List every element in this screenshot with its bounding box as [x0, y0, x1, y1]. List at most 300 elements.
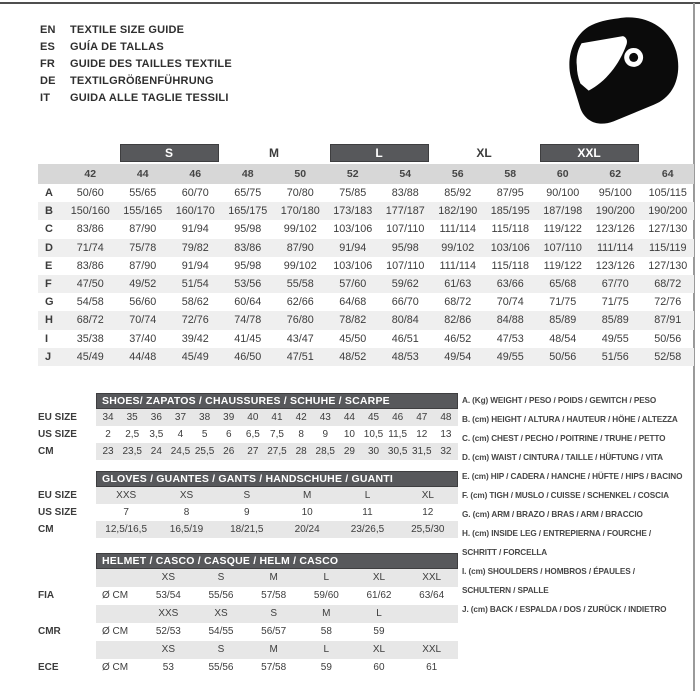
legend-item-b: B. (cm) HEIGHT / ALTURA / HAUTEUR / HÖHE / ALTEZZA	[462, 415, 678, 424]
helmet-size-row-fia	[38, 569, 458, 587]
measure-value: 48/52	[339, 350, 367, 363]
helmet-value: 53	[162, 662, 174, 673]
size-value: 27,5	[267, 446, 287, 457]
measure-value: 103/106	[333, 259, 373, 272]
measure-value: 150/160	[70, 205, 110, 218]
measure-value: 63/66	[496, 277, 524, 290]
measure-value: 115/118	[491, 259, 529, 272]
language-code: EN	[40, 23, 56, 36]
measure-value: 111/114	[439, 223, 477, 236]
helmet-data-values	[96, 587, 458, 605]
measure-value: 44/48	[129, 350, 157, 363]
standard-label: FIA	[38, 590, 55, 601]
measure-value: 75/85	[339, 187, 367, 199]
helmet-value: 58	[320, 626, 332, 637]
measure-value: 107/110	[543, 241, 582, 254]
measure-value: 39/42	[181, 332, 209, 345]
size-value: L	[364, 490, 371, 501]
measure-value: 95/98	[234, 259, 262, 272]
measure-value: 49/55	[496, 350, 524, 363]
measure-row-J	[38, 348, 694, 366]
measure-value: 49/54	[444, 350, 472, 363]
size-value: 39	[223, 412, 235, 423]
language-label: GUIDA ALLE TAGLIE TESSILI	[70, 91, 229, 104]
helmet-size: M	[269, 572, 278, 583]
size-value: 44	[343, 412, 355, 423]
measure-value: 49/55	[601, 332, 629, 345]
measure-value: 165/175	[228, 205, 268, 218]
measure-value: 91/94	[181, 223, 209, 236]
measure-row-F	[38, 275, 694, 293]
size-value: 5	[201, 429, 208, 440]
size-header-cell: 50	[274, 164, 327, 184]
measure-value: 47/51	[286, 350, 314, 363]
measure-value: 83/86	[76, 259, 104, 272]
measure-value: 60/70	[181, 187, 209, 199]
size-value: M	[302, 490, 312, 501]
legend-item-c: C. (cm) CHEST / PECHO / POITRINE / TRUHE / PETTO	[462, 434, 666, 443]
size-value: 24,5	[170, 446, 191, 457]
measure-value: 115/118	[491, 223, 529, 236]
legend-item-e: E. (cm) HIP / CADERA / HANCHE / HÜFTE / HIPS / BACINO	[462, 472, 683, 481]
sub-row-eu-size	[38, 409, 458, 426]
measure-value: 83/86	[234, 241, 262, 254]
row-values	[96, 443, 458, 460]
measure-value: 80/84	[391, 314, 419, 327]
helmet-data-values	[96, 623, 458, 641]
measure-value: 85/89	[601, 314, 629, 327]
measure-value: 123/126	[595, 259, 635, 272]
size-value: 28	[295, 446, 307, 457]
helmet-data-row-cmr	[38, 623, 458, 641]
helmet-value: 55/56	[208, 590, 234, 601]
size-value: 20/24	[294, 524, 320, 535]
measure-value: 105/115	[648, 187, 687, 199]
helmet-value: 61	[426, 662, 438, 673]
measure-value: 48/53	[391, 350, 419, 363]
size-value: 45	[367, 412, 380, 423]
row-values	[96, 521, 458, 538]
language-label: GUÍA DE TALLAS	[70, 40, 164, 53]
size-value: 28,5	[315, 446, 335, 457]
measure-value: 127/130	[648, 223, 688, 236]
language-code: ES	[40, 40, 56, 53]
measure-value: 57/60	[339, 277, 367, 290]
helmet-value: 59	[373, 626, 385, 637]
helmet-data-values	[96, 659, 458, 677]
size-value: 11	[362, 507, 373, 518]
measure-value: 47/53	[496, 332, 524, 345]
measure-value: 87/90	[286, 241, 314, 254]
sub-row-eu-size	[38, 487, 458, 504]
legend-item-d: D. (cm) WAIST / CINTURA / TAILLE / HÜFTUNG / VITA	[462, 453, 663, 462]
measure-value: 87/90	[129, 223, 157, 236]
helmet-size-values	[96, 641, 458, 659]
size-value: 40	[247, 412, 259, 423]
row-values	[96, 504, 458, 521]
measure-value: 87/91	[654, 314, 682, 327]
size-value: 24	[150, 446, 162, 457]
measure-value: 170/180	[280, 205, 320, 218]
standard-label: ECE	[38, 662, 59, 673]
size-value: 30	[367, 446, 380, 457]
measure-value: 46/52	[444, 332, 472, 345]
size-value: 10,5	[363, 429, 384, 440]
size-value: 37	[174, 412, 187, 423]
gloves-table-title: GLOVES / GUANTES / GANTS / HANDSCHUHE / GUANTI	[96, 471, 458, 487]
size-value: 43	[319, 412, 331, 423]
row-label	[38, 641, 96, 659]
row-values	[96, 409, 458, 426]
measure-value: 49/52	[129, 277, 157, 290]
size-value: 2	[105, 429, 111, 440]
unit-spacer	[96, 569, 142, 587]
helmet-size-values	[96, 605, 458, 623]
language-row	[40, 89, 232, 106]
measure-value: 65/68	[549, 277, 577, 290]
measure-value: 127/130	[648, 259, 688, 272]
size-value: 13	[440, 429, 452, 440]
measure-value: 99/102	[441, 241, 475, 254]
measure-value: 83/86	[76, 223, 104, 236]
measure-value: 123/126	[595, 223, 635, 236]
helmet-value: 59/60	[313, 590, 339, 601]
legend-item-i: I. (cm) SHOULDERS / HOMBROS / ÉPAULES /	[462, 567, 635, 576]
size-value: 4	[177, 429, 184, 440]
row-label: CM	[38, 446, 54, 457]
language-row	[40, 72, 232, 89]
measure-value: 95/100	[598, 187, 632, 199]
measure-value: 99/102	[283, 223, 317, 236]
row-letter: B	[45, 205, 53, 218]
size-header-cell: 62	[589, 164, 642, 184]
measure-value: 51/56	[601, 350, 629, 363]
measure-value: 85/92	[444, 187, 472, 199]
size-header-cell: 52	[327, 164, 380, 184]
measure-value: 35/38	[76, 332, 104, 345]
measure-value: 41/45	[234, 332, 262, 345]
size-value: 12	[422, 507, 434, 518]
row-label: EU SIZE	[38, 490, 77, 501]
language-label: TEXTILGRÖßENFÜHRUNG	[70, 74, 214, 87]
helmet-value: 57/58	[261, 590, 287, 601]
measure-value: 91/94	[339, 241, 367, 254]
size-value: 23,5	[122, 446, 142, 457]
row-letter: E	[45, 259, 53, 272]
size-value: 32	[440, 446, 452, 457]
helmet-size: XXL	[422, 572, 442, 583]
measure-value: 84/88	[496, 314, 524, 327]
measure-value: 71/74	[76, 241, 104, 254]
helmet-value: 56/57	[261, 626, 287, 637]
row-label	[38, 605, 96, 623]
size-header-cell: 60	[537, 164, 590, 184]
row-label: US SIZE	[38, 429, 77, 440]
size-group-s: S	[120, 144, 219, 162]
helmet-size: XS	[161, 644, 175, 655]
measure-value: 187/198	[543, 205, 583, 218]
helmet-value: 52/53	[155, 626, 181, 637]
size-header-row	[38, 164, 694, 184]
measure-value: 47/50	[76, 277, 104, 290]
measure-value: 85/89	[549, 314, 577, 327]
measure-value: 68/72	[444, 296, 472, 309]
measure-value: 107/110	[386, 259, 425, 272]
legend-item-j: J. (cm) BACK / ESPALDA / DOS / ZURÜCK / INDIETRO	[462, 605, 667, 614]
measure-value: 52/58	[654, 350, 682, 363]
legend-item-g: G. (cm) ARM / BRAZO / BRAS / ARM / BRACCIO	[462, 510, 643, 519]
measure-row-I	[38, 330, 694, 348]
language-list	[40, 21, 232, 106]
size-value: 29	[343, 446, 355, 457]
legend-item-a: A. (Kg) WEIGHT / PESO / POIDS / GEWITCH / PESO	[462, 396, 657, 405]
size-group-xl: XL	[476, 146, 492, 160]
measure-value: 99/102	[283, 259, 317, 272]
measure-row-A	[38, 184, 694, 202]
language-code: IT	[40, 91, 51, 104]
legend-item-h: H. (cm) INSIDE LEG / ENTREPIERNA / FOURCHE /	[462, 529, 652, 538]
measure-value: 65/75	[234, 187, 262, 199]
measure-value: 87/90	[129, 259, 157, 272]
measure-value: 190/200	[595, 205, 635, 218]
unit-cell: Ø CM	[102, 590, 129, 601]
size-value: 6	[225, 429, 232, 440]
row-letter: J	[45, 350, 52, 363]
measure-value: 78/82	[339, 314, 367, 327]
size-value: 23	[102, 446, 114, 457]
measure-row-C	[38, 220, 694, 238]
measure-value: 90/100	[546, 187, 580, 199]
gloves-table	[38, 471, 458, 538]
row-label	[38, 569, 96, 587]
helmet-value: 63/64	[419, 590, 445, 601]
helmet-value: 57/58	[261, 662, 287, 673]
measure-value: 48/54	[549, 332, 577, 345]
measure-row-B	[38, 202, 694, 220]
measure-value: 45/50	[339, 332, 367, 345]
size-value: 30,5	[387, 446, 408, 457]
helmet-value: 60	[373, 662, 385, 673]
measure-value: 103/106	[490, 241, 530, 254]
size-value: 36	[150, 412, 162, 423]
row-letter: F	[45, 277, 52, 290]
row-letter: C	[45, 223, 53, 236]
unit-cell: Ø CM	[102, 662, 129, 673]
legend-item-f: F. (cm) TIGH / MUSLO / CUISSE / SCHENKEL / COSCIA	[462, 491, 669, 500]
size-value: 11,5	[388, 429, 408, 440]
measure-value: 185/195	[490, 205, 530, 218]
measure-row-E	[38, 257, 694, 275]
helmet-value: 54/55	[208, 626, 234, 637]
size-header-cell: 44	[117, 164, 170, 184]
measure-value: 107/110	[386, 223, 425, 236]
helmet-size: XL	[372, 572, 386, 583]
size-value: 12,5/16,5	[105, 524, 148, 535]
measure-value: 91/94	[181, 259, 209, 272]
size-header-cell: 58	[484, 164, 537, 184]
language-label: TEXTILE SIZE GUIDE	[70, 23, 185, 36]
sub-row-cm	[38, 443, 458, 460]
size-header-cell: 48	[222, 164, 275, 184]
measure-value: 75/78	[129, 241, 157, 254]
measure-value: 45/49	[76, 350, 104, 363]
measure-row-G	[38, 293, 694, 311]
size-value: 3,5	[149, 429, 164, 440]
size-group-row	[38, 143, 694, 164]
measure-value: 56/60	[129, 296, 157, 309]
language-code: DE	[40, 74, 56, 87]
measure-value: 190/200	[648, 205, 688, 218]
size-group-xxl: XXL	[540, 144, 639, 162]
size-value: 7	[123, 507, 129, 518]
helmet-data-row-fia	[38, 587, 458, 605]
size-value: 6,5	[245, 429, 260, 440]
measure-row-D	[38, 239, 694, 257]
row-letter: H	[45, 314, 53, 327]
helmet-size: M	[322, 608, 331, 619]
size-group-m: M	[269, 146, 279, 160]
language-code: FR	[40, 57, 56, 70]
measure-value: 72/76	[181, 314, 209, 327]
top-border-line	[0, 2, 700, 4]
measure-value: 68/72	[76, 314, 104, 327]
size-value: 16,5/19	[169, 524, 204, 535]
legend-item-h-cont: SCHRITT / FORCELLA	[462, 548, 548, 557]
size-value: 46	[392, 412, 404, 423]
measure-value: 50/56	[549, 350, 577, 363]
size-value: 31,5	[412, 446, 432, 457]
helmet-size: M	[269, 644, 278, 655]
measure-value: 155/165	[123, 205, 163, 218]
helmet-size: XS	[214, 608, 228, 619]
size-value: 9	[322, 429, 329, 440]
size-value: 35	[126, 412, 138, 423]
size-value: 38	[199, 412, 211, 423]
size-value: 8	[183, 507, 190, 518]
measure-value: 103/106	[333, 223, 373, 236]
measure-value: 83/88	[391, 187, 419, 199]
measure-value: 76/80	[286, 314, 314, 327]
size-value: 26	[223, 446, 235, 457]
measure-value: 68/72	[654, 277, 682, 290]
measure-value: 59/62	[391, 277, 419, 290]
measure-value: 46/51	[391, 332, 419, 345]
helmet-rows	[38, 569, 458, 677]
measure-value: 115/119	[649, 241, 687, 254]
measure-value: 50/60	[76, 187, 104, 199]
measure-value: 64/68	[339, 296, 367, 309]
size-value: S	[243, 490, 251, 501]
size-value: 18/21,5	[230, 524, 264, 535]
measure-value: 66/70	[391, 296, 419, 309]
measure-value: 62/66	[286, 296, 314, 309]
helmet-size: S	[217, 572, 225, 583]
size-value: XL	[421, 490, 434, 501]
size-value: 9	[244, 507, 250, 518]
size-header-cell: 42	[64, 164, 117, 184]
sub-row-us-size	[38, 426, 458, 443]
measure-value: 51/54	[181, 277, 209, 290]
size-header-corner	[38, 164, 64, 184]
measure-value: 119/122	[543, 223, 582, 236]
measure-value: 95/98	[391, 241, 419, 254]
measure-value: 71/75	[549, 296, 577, 309]
helmet-size: XXL	[422, 644, 442, 655]
size-value: 23/26,5	[350, 524, 385, 535]
measure-value: 173/183	[333, 205, 373, 218]
measure-value: 74/78	[234, 314, 262, 327]
row-label: CM	[38, 524, 54, 535]
helmet-value: 53/54	[155, 590, 181, 601]
measure-row-H	[38, 311, 694, 329]
helmet-size: XS	[161, 572, 175, 583]
helmet-data-row-ece	[38, 659, 458, 677]
main-size-table	[38, 143, 694, 366]
size-value: 42	[295, 412, 307, 423]
row-label: US SIZE	[38, 507, 77, 518]
helmet-size: XL	[372, 644, 386, 655]
shoes-rows	[38, 409, 458, 460]
helmet-table-title: HELMET / CASCO / CASQUE / HELM / CASCO	[96, 553, 458, 569]
helmet-size-row-ece	[38, 641, 458, 659]
size-value: 27	[247, 446, 259, 457]
row-values	[96, 487, 458, 504]
measure-value: 55/58	[286, 277, 314, 290]
measure-value: 182/190	[438, 205, 478, 218]
size-value: 48	[440, 412, 452, 423]
shoes-table-title: SHOES/ ZAPATOS / CHAUSSURES / SCHUHE / SCARPE	[96, 393, 458, 409]
shoes-table	[38, 393, 458, 460]
size-value: XS	[179, 490, 194, 501]
helmet-value: 61/62	[366, 590, 392, 601]
sub-row-us-size	[38, 504, 458, 521]
size-value: 47	[416, 412, 428, 423]
measure-value: 177/187	[385, 205, 425, 218]
measure-value: 70/74	[496, 296, 524, 309]
legend-item-i-cont: SCHULTERN / SPALLE	[462, 586, 549, 595]
language-row	[40, 38, 232, 55]
language-row	[40, 55, 232, 72]
racing-helmet-icon	[552, 12, 694, 136]
size-value: 41	[271, 412, 283, 423]
gloves-rows	[38, 487, 458, 538]
row-letter: D	[45, 241, 53, 254]
size-header-cell: 54	[379, 164, 432, 184]
unit-cell: Ø CM	[102, 626, 129, 637]
size-header-cell: 64	[642, 164, 695, 184]
measure-value: 87/95	[496, 187, 524, 199]
size-value: 7,5	[270, 429, 284, 440]
helmet-size: L	[323, 572, 330, 583]
row-label: EU SIZE	[38, 412, 77, 423]
sub-row-cm	[38, 521, 458, 538]
size-header-cell: 46	[169, 164, 222, 184]
row-letter: I	[45, 332, 49, 345]
helmet-table	[38, 553, 458, 677]
row-values	[96, 426, 458, 443]
size-group-l: L	[330, 144, 429, 162]
helmet-size: XXS	[158, 608, 179, 619]
size-value: 2,5	[125, 429, 140, 440]
measure-value: 60/64	[234, 296, 262, 309]
helmet-size: L	[376, 608, 382, 619]
size-header-cell: 56	[432, 164, 485, 184]
row-letter: A	[45, 187, 53, 199]
measure-value: 50/56	[654, 332, 682, 345]
size-value: 34	[102, 412, 114, 423]
measure-value: 67/70	[601, 277, 629, 290]
measure-value: 55/65	[129, 187, 157, 199]
